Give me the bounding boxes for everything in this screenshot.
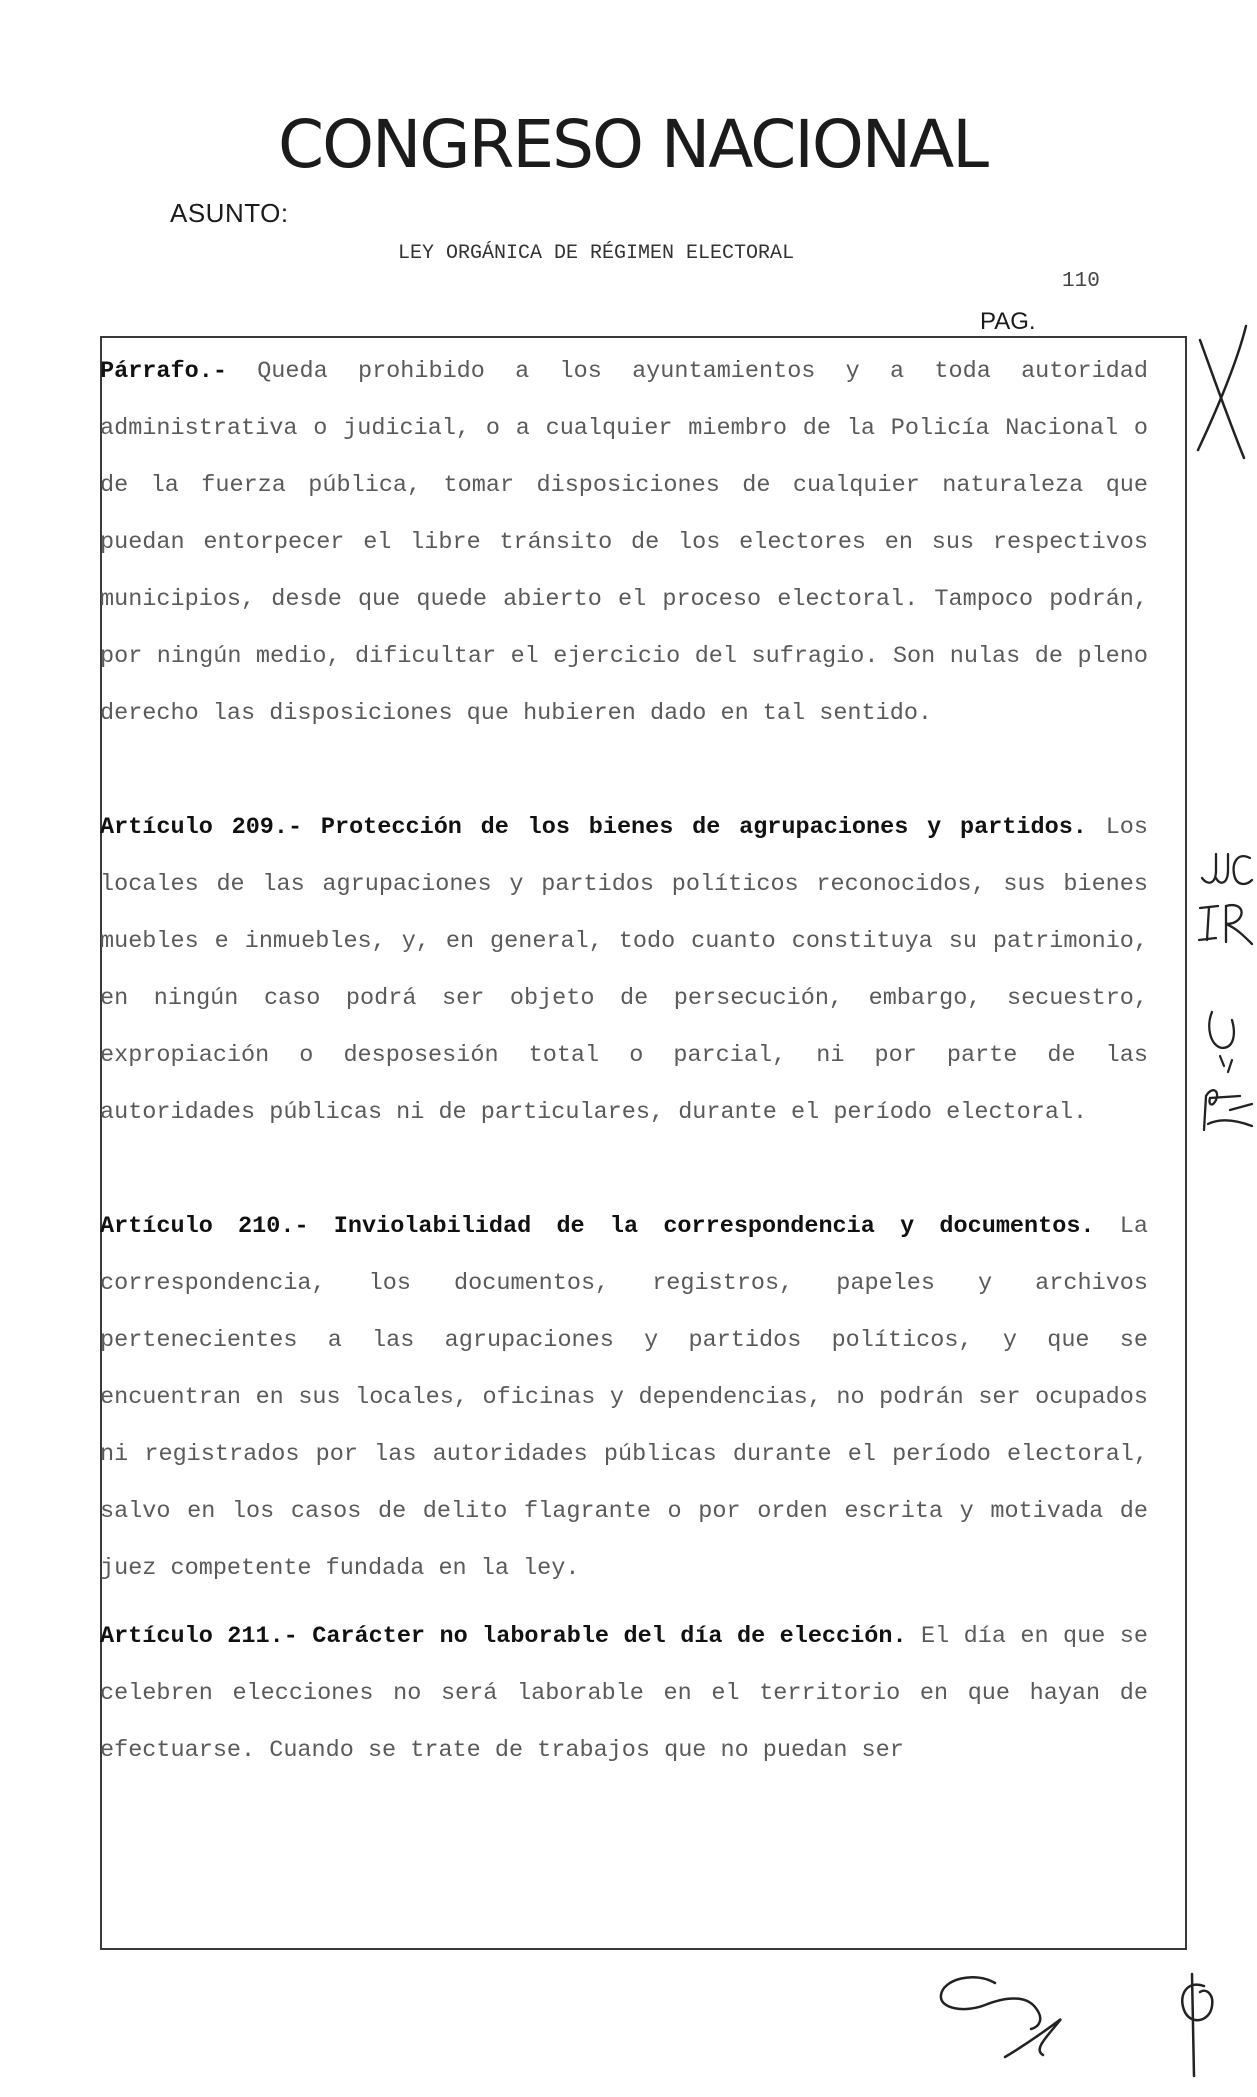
article-210-heading: Artículo 210.- Inviolabilidad de la correspondencia y documentos. — [100, 1213, 1095, 1240]
article-211-text: El día en que se celebren elecciones no será laborable en el territorio en que hayan de efectuarse. Cuando se trate de trabajos que no puedan ser — [100, 1623, 1148, 1764]
article-209 — [100, 799, 1148, 1141]
handwritten-signature-bottom — [935, 1965, 1115, 2065]
pag-label: PAG. — [980, 308, 1036, 335]
handwritten-signature-margin — [1200, 1000, 1256, 1140]
paragraph-parrafo — [100, 343, 1148, 742]
handwritten-initials-2 — [1196, 898, 1256, 948]
paragraph-heading: Párrafo.- — [100, 358, 227, 385]
paragraph-text: Queda prohibido a los ayuntamientos y a toda autoridad administrativa o judicial, o a cualquier miembro de la Policía Nacional o de la fuerza pública, tomar disposiciones de cualquier naturaleza que puedan entorpecer el libre tránsito de los electores en sus respectivos municipios, desde que quede abierto el proceso electoral. Tampoco podrán, por ningún medio, dificultar el ejercicio del sufragio. Son nulas de pleno derecho las disposiciones que hubieren dado en tal sentido. — [100, 358, 1148, 727]
article-210 — [100, 1198, 1148, 1597]
page-number: 110 — [1062, 270, 1100, 293]
article-209-text: Los locales de las agrupaciones y partidos políticos reconocidos, sus bienes muebles e inmuebles, y, en general, todo cuanto constituya su patrimonio, en ningún caso podrá ser objeto de persecución, embargo, secuestro, expropiación o desposesión total o parcial, ni por parte de las autoridades públicas ni de particulares, durante el período electoral. — [100, 814, 1148, 1126]
institution-title: CONGRESO NACIONAL — [278, 106, 988, 183]
document-subject: LEY ORGÁNICA DE RÉGIMEN ELECTORAL — [398, 242, 795, 265]
handwritten-x-mark — [1192, 318, 1254, 468]
article-211-heading: Artículo 211.- Carácter no laborable del día de elección. — [100, 1623, 907, 1650]
asunto-label: ASUNTO: — [170, 198, 289, 228]
handwritten-initials-1 — [1198, 848, 1254, 900]
handwritten-mark-bottom-right — [1170, 1968, 1230, 2080]
article-211 — [100, 1608, 1148, 1779]
article-209-heading: Artículo 209.- Protección de los bienes de agrupaciones y partidos. — [100, 814, 1087, 841]
article-210-text: La correspondencia, los documentos, registros, papeles y archivos pertenecientes a las agrupaciones y partidos políticos, y que se encuentran en sus locales, oficinas y dependencias, no podrán ser ocupados ni registrados por las autoridades públicas durante el período electoral, salvo en los casos de delito flagrante o por orden escrita y motivada de juez competente fundada en la ley. — [100, 1213, 1148, 1582]
document-body — [100, 343, 1148, 1779]
